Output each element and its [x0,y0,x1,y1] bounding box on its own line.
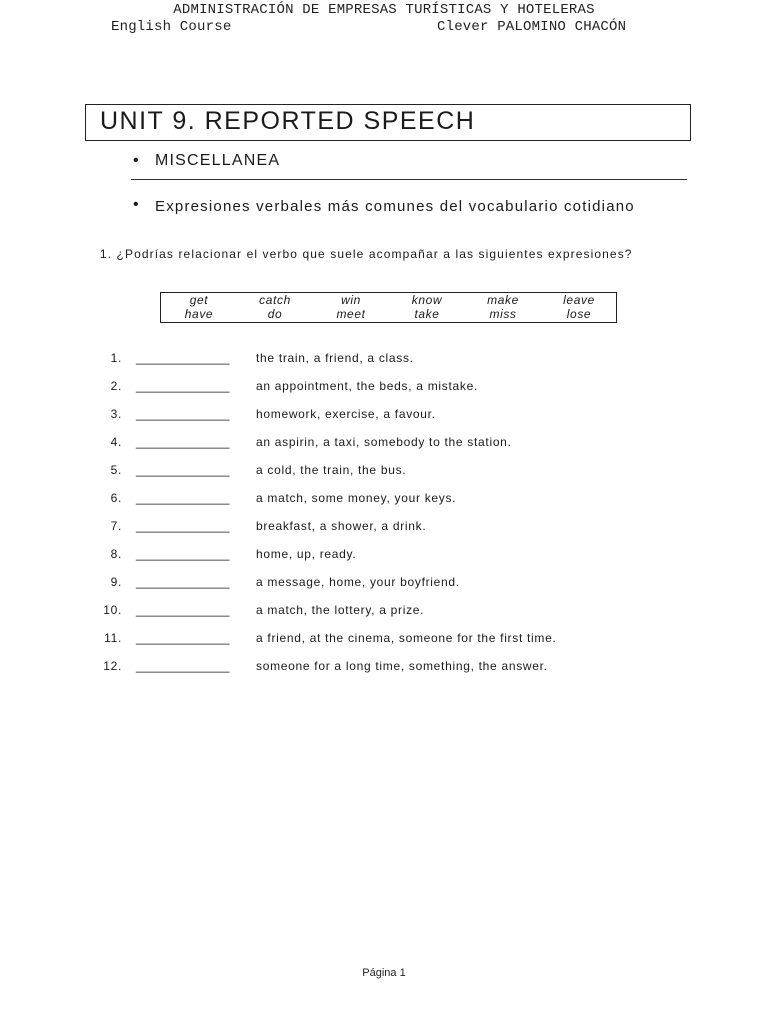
answer-blank: ______________ [136,435,230,449]
exercise-number: 11. [104,631,122,645]
instruction-text: ¿Podrías relacionar el verbo que suele acompañar a las siguientes expresiones? [116,247,633,261]
exercise-number: 3. [110,407,122,421]
exercise-item [0,379,768,397]
exercise-number: 5. [110,463,122,477]
exercise-item [0,659,768,677]
verb-table [160,292,617,323]
exercise-text: an aspirin, a taxi, somebody to the station. [256,435,512,449]
exercise-instruction [91,245,685,263]
exercise-text: a cold, the train, the bus. [256,463,407,477]
exercise-number: 10. [103,603,122,617]
exercise-text: a match, the lottery, a prize. [256,603,425,617]
exercise-text: a message, home, your boyfriend. [256,575,460,589]
exercise-item [0,519,768,537]
exercise-item [0,603,768,621]
exercise-text: a match, some money, your keys. [256,491,457,505]
answer-blank: ______________ [136,407,230,421]
exercise-number: 1. [110,351,122,365]
exercise-text: someone for a long time, something, the answer. [256,659,548,673]
exercise-number: 4. [110,435,122,449]
exercise-item [0,351,768,369]
exercise-number: 9. [110,575,122,589]
document-header-author: Clever PALOMINO CHACÓN [437,19,627,35]
verb-cell: leave [563,293,595,307]
page-number: Página 1 [362,967,406,979]
exercise-text: the train, a friend, a class. [256,351,414,365]
document-header-title: ADMINISTRACIÓN DE EMPRESAS TURÍSTICAS Y HOTELERAS [173,2,595,18]
answer-blank: ______________ [136,547,230,561]
answer-blank: ______________ [136,575,230,589]
verb-cell: do [267,307,283,321]
answer-blank: ______________ [136,603,230,617]
verb-cell: know [411,293,443,307]
verb-cell: win [341,293,361,307]
exercise-item [0,547,768,565]
answer-blank: ______________ [136,631,230,645]
exercise-number: 6. [110,491,122,505]
verb-cell: take [414,307,440,321]
exercise-number: 7. [110,519,122,533]
verb-cell: miss [489,307,517,321]
exercise-text: home, up, ready. [256,547,357,561]
answer-blank: ______________ [136,379,230,393]
bullet-icon: • [133,196,139,213]
answer-blank: ______________ [136,659,230,673]
answer-blank: ______________ [136,351,230,365]
exercise-item [0,575,768,593]
section-divider [131,179,687,180]
exercise-number: 2. [110,379,122,393]
exercise-number: 12. [103,659,122,673]
bullet-icon: • [133,152,139,169]
verb-cell: meet [336,307,366,321]
unit-title: UNIT 9. REPORTED SPEECH [100,107,476,135]
exercise-item [0,491,768,509]
answer-blank: ______________ [136,491,230,505]
exercise-text: breakfast, a shower, a drink. [256,519,427,533]
instruction-number: 1. [99,247,113,261]
subsection-heading-text: Expresiones verbales más comunes del vocabulario cotidiano [155,198,635,215]
exercise-number: 8. [110,547,122,561]
exercise-item [0,407,768,425]
exercise-text: homework, exercise, a favour. [256,407,436,421]
exercise-text: a friend, at the cinema, someone for the first time. [256,631,557,645]
exercise-item [0,631,768,649]
exercise-text: an appointment, the beds, a mistake. [256,379,478,393]
answer-blank: ______________ [136,463,230,477]
exercise-item [0,435,768,453]
unit-title-box [85,104,691,141]
document-header-course: English Course [111,19,232,35]
verb-cell: make [487,293,519,307]
answer-blank: ______________ [136,519,230,533]
verb-cell: lose [566,307,592,321]
exercise-item [0,463,768,481]
verb-cell: have [184,307,214,321]
section-heading-text: MISCELLANEA [155,152,281,169]
verb-cell: get [189,293,209,307]
verb-cell: catch [259,293,291,307]
